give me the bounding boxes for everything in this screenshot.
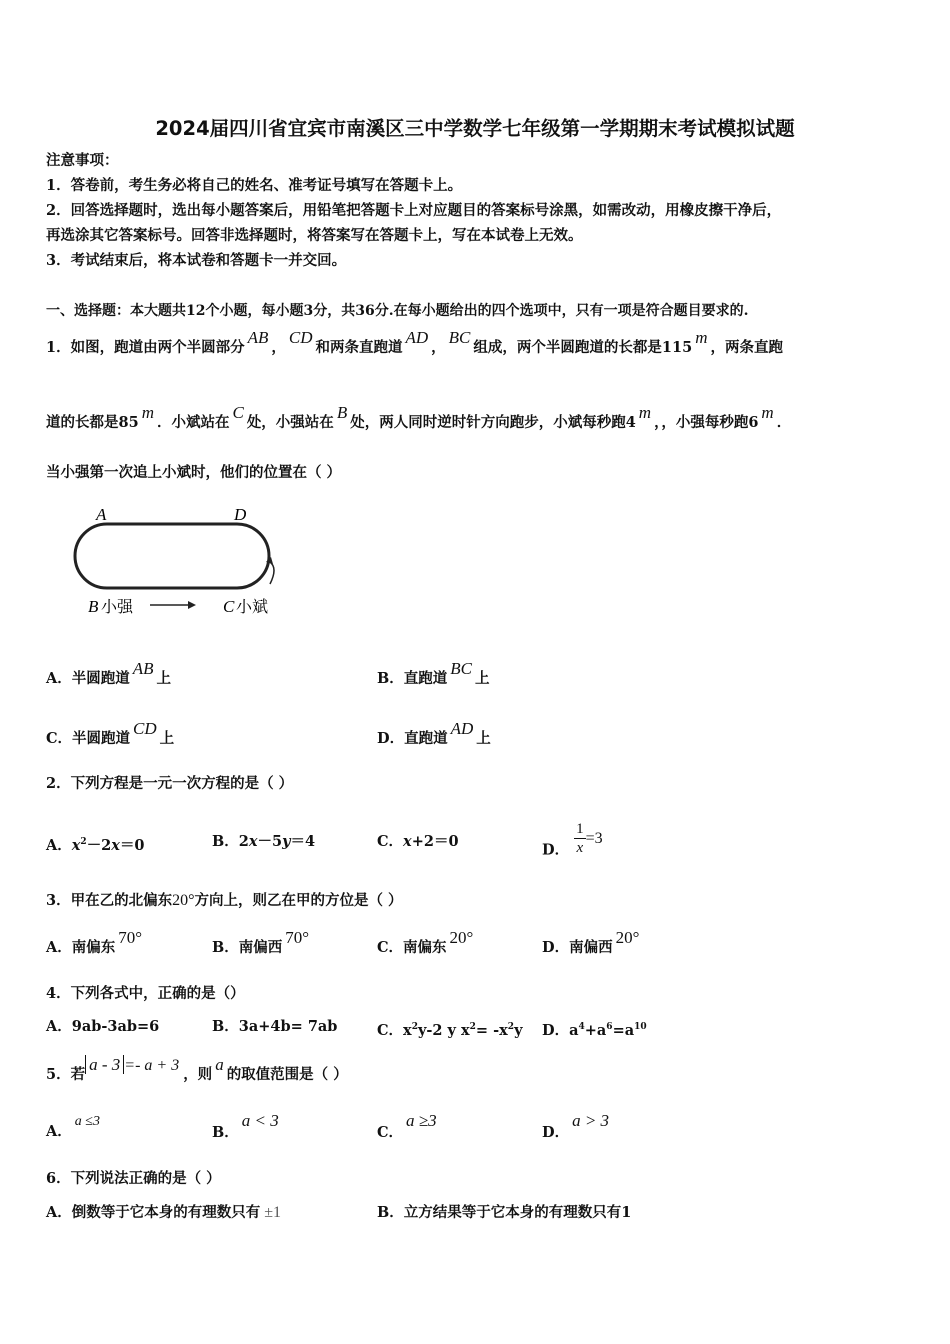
- q4-option-c[interactable]: C．$x^2y-2$ y $x^2= -x^2y$: [377, 1021, 523, 1039]
- q5-option-d[interactable]: D．a > 3: [542, 1111, 610, 1141]
- track-outline: [75, 524, 269, 588]
- label-d: D: [234, 505, 247, 524]
- notice-item: 再选涂其它答案标号。回答非选择题时，将答案写在答题卡上，写在本试卷上无效。: [46, 227, 583, 244]
- page-title: 2024届四川省宜宾市南溪区三中学数学七年级第一学期期末考试模拟试题: [155, 117, 795, 140]
- track-figure: [60, 500, 300, 625]
- notice-item: 2．回答选择题时，选出每小题答案后，用铅笔把答题卡上对应题目的答案标号涂黑，如需改动，用橡皮擦干净后，: [46, 202, 782, 219]
- q1-option-b[interactable]: B．直跑道BC上: [377, 659, 490, 687]
- fraction: $\frac{1}{x}$: [576, 821, 584, 856]
- q3-option-c[interactable]: C．南偏东20°: [377, 928, 474, 956]
- q3-stem: 3．甲在乙的北偏东20°方向上，则乙在甲的方位是（ ）: [46, 892, 403, 909]
- q6-option-b[interactable]: B．立方结果等于它本身的有理数只有1: [377, 1204, 632, 1221]
- q1-line3: 当小强第一次追上小斌时，他们的位置在（ ）: [46, 464, 342, 481]
- q1-line2: 道的长都是85m．小斌站在C处，小强站在B处，两人同时逆时针方向跑步，小斌每秒跑4m，，小强每秒跑6m．: [46, 403, 792, 431]
- q5-option-c[interactable]: C．a ≥3: [377, 1111, 437, 1141]
- q2-option-b[interactable]: B．2x－5y＝4: [212, 833, 316, 850]
- q6-option-a[interactable]: A．倒数等于它本身的有理数只有 ±1: [46, 1204, 282, 1221]
- q2-stem: 2．下列方程是一元一次方程的是（ ）: [46, 775, 294, 792]
- label-b: B: [88, 597, 99, 616]
- section-heading: 一、选择题：本大题共12个小题，每小题3分，共36分.在每小题给出的四个选项中，只有一项是符合题目要求的.: [46, 303, 749, 319]
- q1-option-d[interactable]: D．直跑道AD上: [377, 719, 491, 747]
- q1-option-a[interactable]: A．半圆跑道AB上: [46, 659, 172, 687]
- label-c: C: [223, 597, 235, 616]
- direction-arrow: [270, 562, 274, 584]
- q4-stem: 4．下列各式中，正确的是（）: [46, 985, 245, 1002]
- q2-option-a[interactable]: A．$x^2-2x=0$: [46, 836, 145, 854]
- q5-option-b[interactable]: B．a < 3: [212, 1111, 279, 1141]
- run-arrowhead: [188, 601, 196, 609]
- q3-option-b[interactable]: B．南偏西70°: [212, 928, 310, 956]
- q3-option-a[interactable]: A．南偏东70°: [46, 928, 143, 956]
- q2-option-d[interactable]: D． $\frac{1}{x}$ =3: [542, 821, 603, 859]
- label-a: A: [96, 505, 107, 524]
- q4-option-b[interactable]: B．3a+4b= 7ab: [212, 1018, 338, 1035]
- q4-option-d[interactable]: D．$a^4+a^6=a^{10}$: [542, 1021, 647, 1039]
- q3-option-d[interactable]: D．南偏西20°: [542, 928, 640, 956]
- q4-option-a[interactable]: A．9ab-3ab=6: [46, 1018, 160, 1035]
- q2-option-c[interactable]: C．x+2＝0: [377, 833, 459, 850]
- q6-stem: 6．下列说法正确的是（ ）: [46, 1170, 221, 1187]
- q1-line1: 1．如图，跑道由两个半圆部分AB，CD和两条直跑道AD，BC组成，两个半圆跑道的长都是115m，两条直跑: [46, 328, 783, 356]
- q1-option-c[interactable]: C．半圆跑道CD上: [46, 719, 175, 747]
- notice-item: 1．答卷前，考生务必将自己的姓名、准考证号填写在答题卡上。: [46, 177, 463, 194]
- notice-heading: 注意事项：: [46, 152, 119, 169]
- label-xiaobin: 小斌: [236, 599, 269, 616]
- notice-item: 3．考试结束后，将本试卷和答题卡一并交回。: [46, 252, 347, 269]
- q5-option-a[interactable]: A．a ≤3: [46, 1114, 100, 1140]
- q5-stem: 5．若a - 3 =- a + 3，则a的取值范围是（ ）: [46, 1055, 348, 1083]
- label-xiaoqiang: 小强: [101, 599, 134, 616]
